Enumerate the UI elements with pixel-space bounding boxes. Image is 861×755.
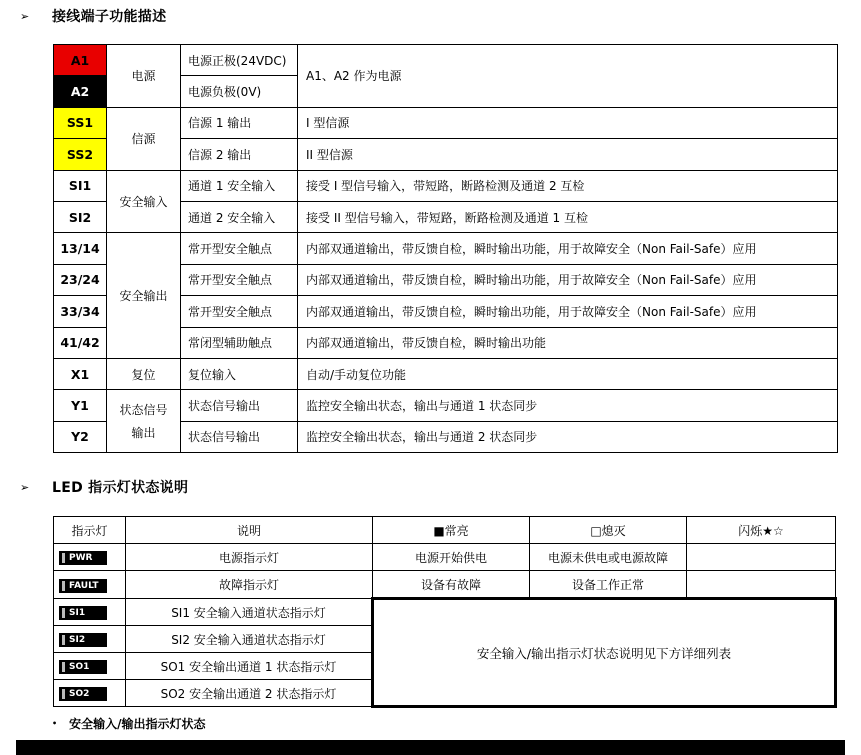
- sub-bullet-text: 安全输入/输出指示灯状态: [69, 717, 206, 731]
- led-note: 安全输入/输出指示灯状态说明见下方详细列表: [373, 599, 836, 707]
- terminal-function: 常开型安全触点: [181, 296, 298, 327]
- terminal-description: I 型信源: [298, 107, 838, 138]
- led-indicator-cell: [54, 599, 126, 626]
- terminal-function: 通道 2 安全输入: [181, 201, 298, 232]
- table-row: [54, 358, 838, 389]
- terminal-function: 常开型安全触点: [181, 264, 298, 295]
- terminal-code: SS1: [54, 107, 107, 138]
- terminal-description: 监控安全输出状态，输出与通道 2 状态同步: [298, 421, 838, 452]
- terminal-function: 电源正极(24VDC): [181, 45, 298, 76]
- table-header-row: [54, 517, 836, 544]
- terminal-group: 信源: [107, 107, 181, 170]
- terminal-code: 23/24: [54, 264, 107, 295]
- led-indicator-cell: [54, 544, 126, 571]
- terminal-description: 监控安全输出状态，输出与通道 1 状态同步: [298, 390, 838, 421]
- column-header-blink: 闪烁★☆: [687, 517, 836, 544]
- led-blink-state: [687, 571, 836, 599]
- table-row: [54, 544, 836, 571]
- table-row: [54, 599, 836, 626]
- led-explain: SO2 安全输出通道 2 状态指示灯: [126, 680, 373, 707]
- terminal-function: 常闭型辅助触点: [181, 327, 298, 358]
- led-indicator-cell: [54, 653, 126, 680]
- led-off-state: 设备工作正常: [530, 571, 687, 599]
- terminal-description: 接受 I 型信号输入，带短路，断路检测及通道 2 互检: [298, 170, 838, 201]
- table-row: [54, 233, 838, 264]
- led-explain: SI2 安全输入通道状态指示灯: [126, 626, 373, 653]
- terminal-code: Y1: [54, 390, 107, 421]
- terminal-code: A1: [54, 45, 107, 76]
- terminal-function: 通道 1 安全输入: [181, 170, 298, 201]
- terminal-table: [53, 44, 838, 453]
- terminal-group: 安全输出: [107, 233, 181, 359]
- terminal-description: A1、A2 作为电源: [298, 45, 838, 108]
- led-indicator-cell: [54, 571, 126, 599]
- terminal-description: 内部双通道输出，带反馈自检，瞬时输出功能，用于故障安全（Non Fail-Safe）应用: [298, 233, 838, 264]
- terminal-code: 13/14: [54, 233, 107, 264]
- led-fault-icon: FAULT: [59, 579, 107, 593]
- terminal-group: 安全输入: [107, 170, 181, 233]
- column-header-off: □熄灭: [530, 517, 687, 544]
- table-row: [54, 170, 838, 201]
- column-header-explain: 说明: [126, 517, 373, 544]
- terminal-group: 复位: [107, 358, 181, 389]
- led-pwr-icon: PWR: [59, 551, 107, 565]
- table-row: [54, 571, 836, 599]
- led-on-state: 设备有故障: [373, 571, 530, 599]
- led-explain: 电源指示灯: [126, 544, 373, 571]
- terminal-code: SI2: [54, 201, 107, 232]
- terminal-group-line: 状态信号: [119, 403, 168, 418]
- led-on-state: 电源开始供电: [373, 544, 530, 571]
- terminal-description: 接受 II 型信号输入，带短路，断路检测及通道 1 互检: [298, 201, 838, 232]
- led-explain: 故障指示灯: [126, 571, 373, 599]
- table-top-bar: [16, 740, 845, 755]
- terminal-code: X1: [54, 358, 107, 389]
- column-header-on: ■常亮: [373, 517, 530, 544]
- led-blink-state: [687, 544, 836, 571]
- terminal-description: 内部双通道输出，带反馈自检，瞬时输出功能，用于故障安全（Non Fail-Safe）应用: [298, 264, 838, 295]
- led-si1-icon: SI1: [59, 606, 107, 620]
- terminal-description: 内部双通道输出，带反馈自检，瞬时输出功能: [298, 327, 838, 358]
- terminal-function: 信源 1 输出: [181, 107, 298, 138]
- sub-bullet-heading: [52, 715, 206, 732]
- section-title: LED 指示灯状态说明: [52, 480, 189, 496]
- arrow-bullet-icon: ➢: [20, 9, 30, 23]
- terminal-code: SS2: [54, 139, 107, 170]
- terminal-description: 内部双通道输出，带反馈自检，瞬时输出功能，用于故障安全（Non Fail-Safe）应用: [298, 296, 838, 327]
- terminal-function: 信源 2 输出: [181, 139, 298, 170]
- section-heading-terminals: [20, 6, 166, 26]
- terminal-code: 33/34: [54, 296, 107, 327]
- column-header-indicator: 指示灯: [54, 517, 126, 544]
- led-off-state: 电源未供电或电源故障: [530, 544, 687, 571]
- terminal-function: 复位输入: [181, 358, 298, 389]
- terminal-group: 电源: [107, 45, 181, 108]
- section-heading-led: [20, 477, 188, 497]
- table-row: [54, 45, 838, 76]
- terminal-code: SI1: [54, 170, 107, 201]
- terminal-description: 自动/手动复位功能: [298, 358, 838, 389]
- terminal-code: A2: [54, 76, 107, 107]
- terminal-group: [107, 390, 181, 453]
- terminal-function: 常开型安全触点: [181, 233, 298, 264]
- led-explain: SI1 安全输入通道状态指示灯: [126, 599, 373, 626]
- arrow-bullet-icon: ➢: [20, 480, 30, 494]
- table-row: [54, 390, 838, 421]
- terminal-function: 电源负极(0V): [181, 76, 298, 107]
- led-indicator-cell: [54, 626, 126, 653]
- led-so2-icon: SO2: [59, 687, 107, 701]
- terminal-code: Y2: [54, 421, 107, 452]
- terminal-function: 状态信号输出: [181, 421, 298, 452]
- led-so1-icon: SO1: [59, 660, 107, 674]
- terminal-code: 41/42: [54, 327, 107, 358]
- bullet-dot-icon: •: [52, 719, 58, 728]
- terminal-description: II 型信源: [298, 139, 838, 170]
- led-status-table: [53, 516, 837, 708]
- terminal-group-line: 输出: [131, 426, 156, 441]
- led-explain: SO1 安全输出通道 1 状态指示灯: [126, 653, 373, 680]
- table-row: [54, 107, 838, 138]
- led-indicator-cell: [54, 680, 126, 707]
- section-title: 接线端子功能描述: [52, 9, 167, 25]
- led-si2-icon: SI2: [59, 633, 107, 647]
- terminal-function: 状态信号输出: [181, 390, 298, 421]
